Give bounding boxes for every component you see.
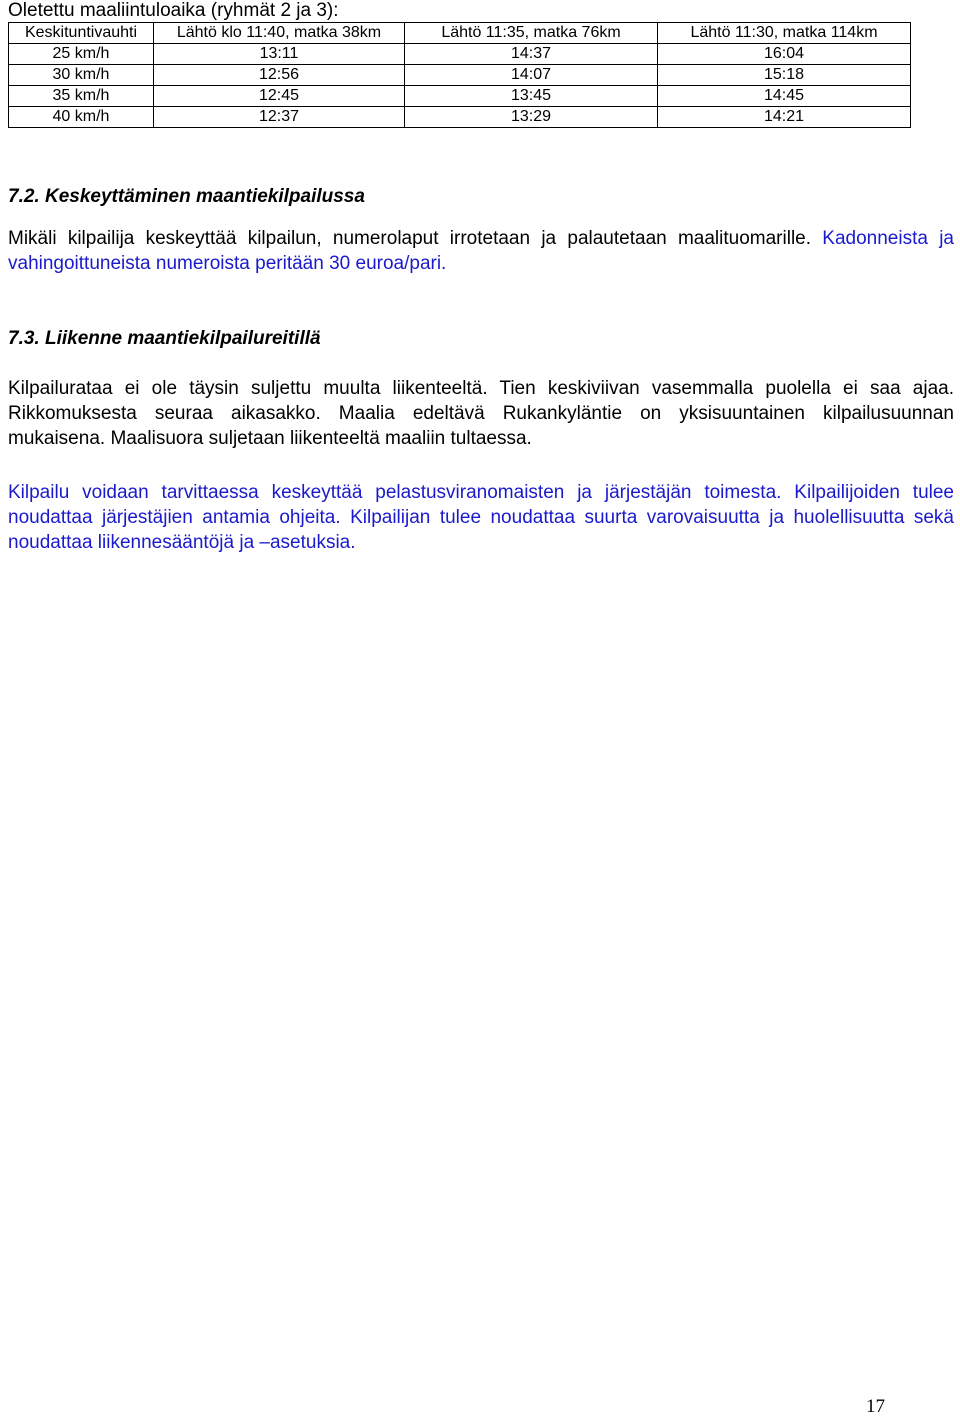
table-cell: 12:56 <box>154 65 405 86</box>
column-header-38km: Lähtö klo 11:40, matka 38km <box>154 23 405 44</box>
table-cell: 12:37 <box>154 107 405 128</box>
section-heading-7-3: 7.3. Liikenne maantiekilpailureitillä <box>8 328 321 349</box>
table-cell: 35 km/h <box>9 86 154 107</box>
arrival-times-table <box>8 22 911 128</box>
section-7-2-paragraph <box>8 226 954 276</box>
table-cell: 13:29 <box>405 107 658 128</box>
section-7-3-paragraph-1: Kilpailurataa ei ole täysin suljettu muulta liikenteeltä. Tien keskiviivan vasemmalla puolella ei saa ajaa. Rikkomuksesta seuraa aikasakko. Maalia edeltävä Rukankyläntie on yksisuuntainen kilpailusuunnan mukaisena. Maalisuora suljetaan liikenteeltä maaliin tultaessa. <box>8 378 954 449</box>
table-cell: 14:21 <box>658 107 911 128</box>
table-cell: 13:11 <box>154 44 405 65</box>
table-cell: 40 km/h <box>9 107 154 128</box>
table-row <box>9 86 911 107</box>
table-cell: 12:45 <box>154 86 405 107</box>
column-header-speed: Keskituntivauhti <box>9 23 154 44</box>
column-header-76km: Lähtö 11:35, matka 76km <box>405 23 658 44</box>
section-heading-7-2: 7.2. Keskeyttäminen maantiekilpailussa <box>8 186 365 207</box>
column-header-114km: Lähtö 11:30, matka 114km <box>658 23 911 44</box>
table-cell: 15:18 <box>658 65 911 86</box>
table-cell: 16:04 <box>658 44 911 65</box>
table-title: Oletettu maaliintuloaika (ryhmät 2 ja 3): <box>8 0 339 21</box>
section-7-3-paragraph-2: Kilpailu voidaan tarvittaessa keskeyttää pelastusviranomaisten ja järjestäjän toimesta. Kilpailijoiden tulee noudattaa järjestäjien antamia ohjeita. Kilpailijan tulee noudattaa suurta varovaisuutta ja huolellisuutta sekä noudattaa liikennesääntöjä ja –asetuksia. <box>8 482 954 553</box>
table-row <box>9 65 911 86</box>
section-7-2-text: Mikäli kilpailija keskeyttää kilpailun, numerolaput irrotetaan ja palautetaan maalituomarille. <box>8 228 812 249</box>
table-cell: 14:07 <box>405 65 658 86</box>
table-cell: 14:45 <box>658 86 911 107</box>
table-row <box>9 44 911 65</box>
table-cell: 14:37 <box>405 44 658 65</box>
table-row <box>9 107 911 128</box>
table-cell: 25 km/h <box>9 44 154 65</box>
table-cell: 30 km/h <box>9 65 154 86</box>
table-header-row <box>9 23 911 44</box>
table-cell: 13:45 <box>405 86 658 107</box>
page-number: 17 <box>866 1396 885 1417</box>
section-7-2-blue-text: Kadonneista ja vahingoittuneista numeroista peritään 30 euroa/pari. <box>8 228 954 274</box>
